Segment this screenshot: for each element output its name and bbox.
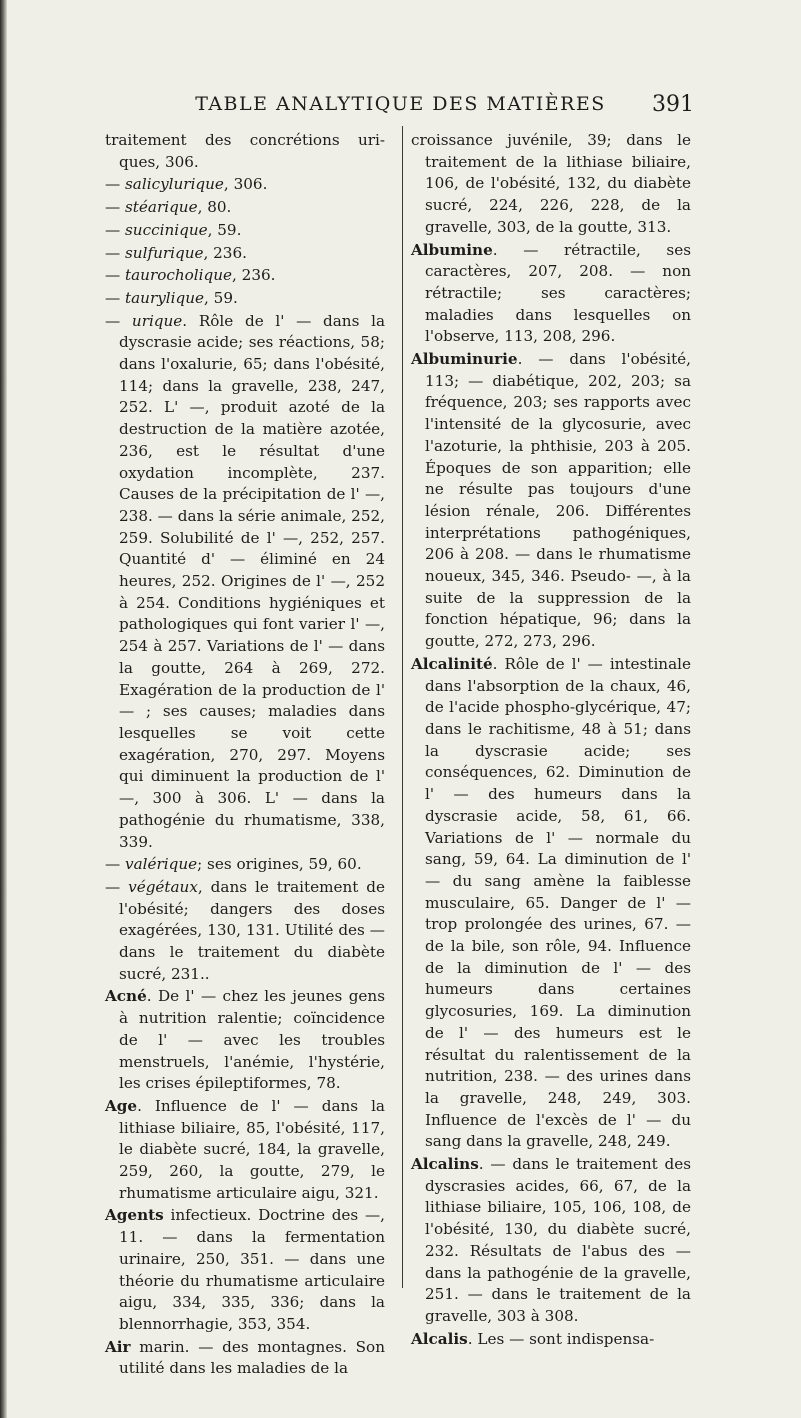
entry-headword: Age: [105, 1096, 138, 1115]
entry-subterm: stéarique: [125, 198, 198, 217]
index-entry: [105, 243, 385, 265]
entry-text: . De l' — chez les jeunes gens à nutrition ralentie; coïncidence de l' — avec les troubles menstruels, l'anémie, l'hystérie, les crises épileptiformes, 78.: [119, 987, 385, 1093]
entry-headword: Air: [105, 1337, 131, 1356]
entry-text: infectieux. Doctrine des —, 11. — dans la fermentation urinaire, 250, 351. — dans une théorie du rhumatisme articulaire aigu, 334, 335, 336; dans la blennorrhagie, 353, 354.: [119, 1206, 385, 1333]
index-entry: [411, 1154, 691, 1328]
index-entry: [105, 1337, 385, 1380]
entry-text: , 236.: [203, 243, 247, 262]
entry-subterm: succinique: [125, 220, 208, 239]
entry-text: —: [105, 877, 129, 896]
entry-text: —: [105, 198, 126, 217]
entry-text: —: [105, 311, 132, 330]
column-divider: [402, 126, 403, 1288]
index-entry: [105, 288, 385, 310]
entry-headword: Albumine: [411, 240, 493, 259]
entry-headword: Alcalins: [411, 1155, 479, 1174]
entry-text: , 236.: [232, 266, 276, 285]
right-column: [411, 130, 691, 1350]
entry-text: . Rôle de l' — intestinale dans l'absorption de la chaux, 46, de l'acide phospho-glycérique, 47; dans le rachitisme, 48 à 51; dans la dyscrasie acide; ses conséquences, 62. Diminution de l' — des humeurs dans la dyscrasie acide, 58, 61, 66. Variations de l' — normale du sang, 59, 64. La diminution de l' — du sang amène la faiblesse musculaire, 65. Danger de l' — trop prolongée des urines, 67. — de la bile, son rôle, 94. Influence de la diminution de l' — des humeurs dans certaines glycosuries, 169. La diminution de l' — des humeurs est le résultat du ralentissement de la nutrition, 238. — des urines dans la gravelle, 248, 249, 303. Influence de l'excès de l' — du sang dans la gravelle, 248, 249.: [425, 654, 691, 1151]
entry-text: , 306.: [223, 175, 268, 194]
index-entry: [105, 986, 385, 1095]
page-number: 391: [652, 92, 694, 117]
index-entry: [411, 130, 691, 239]
entry-text: , 80.: [197, 198, 232, 217]
entry-text: croissance juvénile, 39; dans le traitement de la lithiase biliaire, 106, de l'obésité, 132, du diabète sucré, 224, 226, 228, de la gravelle, 303, de la goutte, 313.: [411, 131, 691, 236]
page-header: [0, 93, 801, 123]
entry-text: —: [105, 855, 126, 874]
entry-headword: Alcalinité: [411, 654, 493, 673]
running-head: TABLE ANALYTIQUE DES MATIÈRES: [195, 93, 606, 115]
index-entry: [105, 130, 385, 173]
entry-subterm: valérique: [125, 855, 198, 874]
index-entry: [411, 349, 691, 653]
entry-subterm: sulfurique: [125, 243, 204, 262]
entry-text: , dans le traitement de l'obésité; dangers des doses exagérées, 130, 131. Utilité des — dans le traitement du diabète sucré, 231..: [119, 877, 386, 983]
entry-text: —: [105, 243, 126, 262]
entry-text: . Rôle de l' — dans la dyscrasie acide; ses réactions, 58; dans l'oxalurie, 65; dans l'obésité, 114; dans la gravelle, 238, 247, 252. L' —, produit azoté de la destruction de la matière azotée, 236, est le résultat d'une oxydation incomplète, 237. Causes de la précipitation de l' —, 238. — dans la série animale, 252, 259. Solubilité de l' —, 252, 257. Quantité d' — éliminé en 24 heures, 252. Origines de l' —, 252 à 254. Conditions hygiéniques et pathologiques qui font varier l' —, 254 à 257. Variations de l' — dans la goutte, 264 à 269, 272. Exagération de la production de l' — ; ses causes; maladies dans lesquelles se voit cette exagération, 270, 297. Moyens qui diminuent la production de l' —, 300 à 306. L' — dans la pathogénie du rhumatisme, 338, 339.: [119, 311, 385, 851]
page-binding-edge: [0, 0, 7, 1418]
entry-text: . — dans l'obésité, 113; — diabétique, 202, 203; sa fréquence, 203; ses rapports avec l'intensité de la glycosurie, avec l'azoturie, la phthisie, 203 à 205. Époques de son apparition; elle ne résulte pas toujours d'une lésion rénale, 206. Différentes interprétations pathogéniques, 206 à 208. — dans le rhumatisme noueux, 345, 346. Pseudo- —, à la suite de la suppression de la fonction hépatique, 96; dans la goutte, 272, 273, 296.: [425, 350, 691, 651]
index-entry: [105, 265, 385, 287]
entry-text: marin. — des montagnes. Son utilité dans les maladies de la: [119, 1337, 385, 1378]
entry-text: . — dans le traitement des dyscrasies acides, 66, 67, de la lithiase biliaire, 105, 106, 108, de l'obésité, 130, du diabète sucré, 232. Résultats de l'abus des — dans la pathogénie de la gravelle, 251. — dans le traitement de la gravelle, 303 à 308.: [425, 1155, 691, 1325]
entry-headword: Alcalis: [411, 1329, 468, 1348]
index-entry: [105, 854, 385, 876]
index-entry: [411, 654, 691, 1153]
entry-text: , 59.: [204, 288, 238, 307]
index-entry: [105, 311, 385, 854]
entry-text: traitement des concrétions uri-ques, 306.: [105, 131, 385, 171]
entry-subterm: salicylurique: [125, 175, 224, 194]
index-entry: [105, 1205, 385, 1335]
index-entry: [105, 1096, 385, 1205]
entry-text: ; ses origines, 59, 60.: [197, 855, 362, 874]
index-entry: [411, 1329, 691, 1351]
left-column: [105, 130, 385, 1380]
entry-text: —: [105, 175, 126, 194]
entry-text: —: [105, 266, 126, 285]
entry-subterm: urique: [131, 311, 183, 330]
index-entry: [105, 877, 385, 986]
entry-text: . Influence de l' — dans la lithiase biliaire, 85, l'obésité, 117, le diabète sucré, 184, la gravelle, 259, 260, la goutte, 279, le rhumatisme articulaire aigu, 321.: [119, 1096, 385, 1202]
entry-text: —: [105, 288, 126, 307]
entry-text: , 59.: [207, 220, 242, 239]
entry-headword: Agents: [105, 1206, 164, 1225]
index-entry: [411, 240, 691, 349]
entry-text: . — rétractile, ses caractères, 207, 208. — non rétractile; ses caractères; maladies dans lesquelles on l'observe, 113, 208, 296.: [425, 240, 691, 346]
index-entry: [105, 197, 385, 219]
index-entry: [105, 220, 385, 242]
entry-subterm: végétaux: [128, 877, 198, 896]
entry-subterm: taurylique: [125, 288, 205, 307]
entry-text: . Les — sont indispensa-: [467, 1329, 655, 1348]
entry-text: —: [105, 220, 126, 239]
entry-subterm: taurocholique: [125, 266, 232, 285]
index-entry: [105, 174, 385, 196]
entry-headword: Albuminurie: [411, 350, 518, 369]
entry-headword: Acné: [105, 987, 147, 1006]
